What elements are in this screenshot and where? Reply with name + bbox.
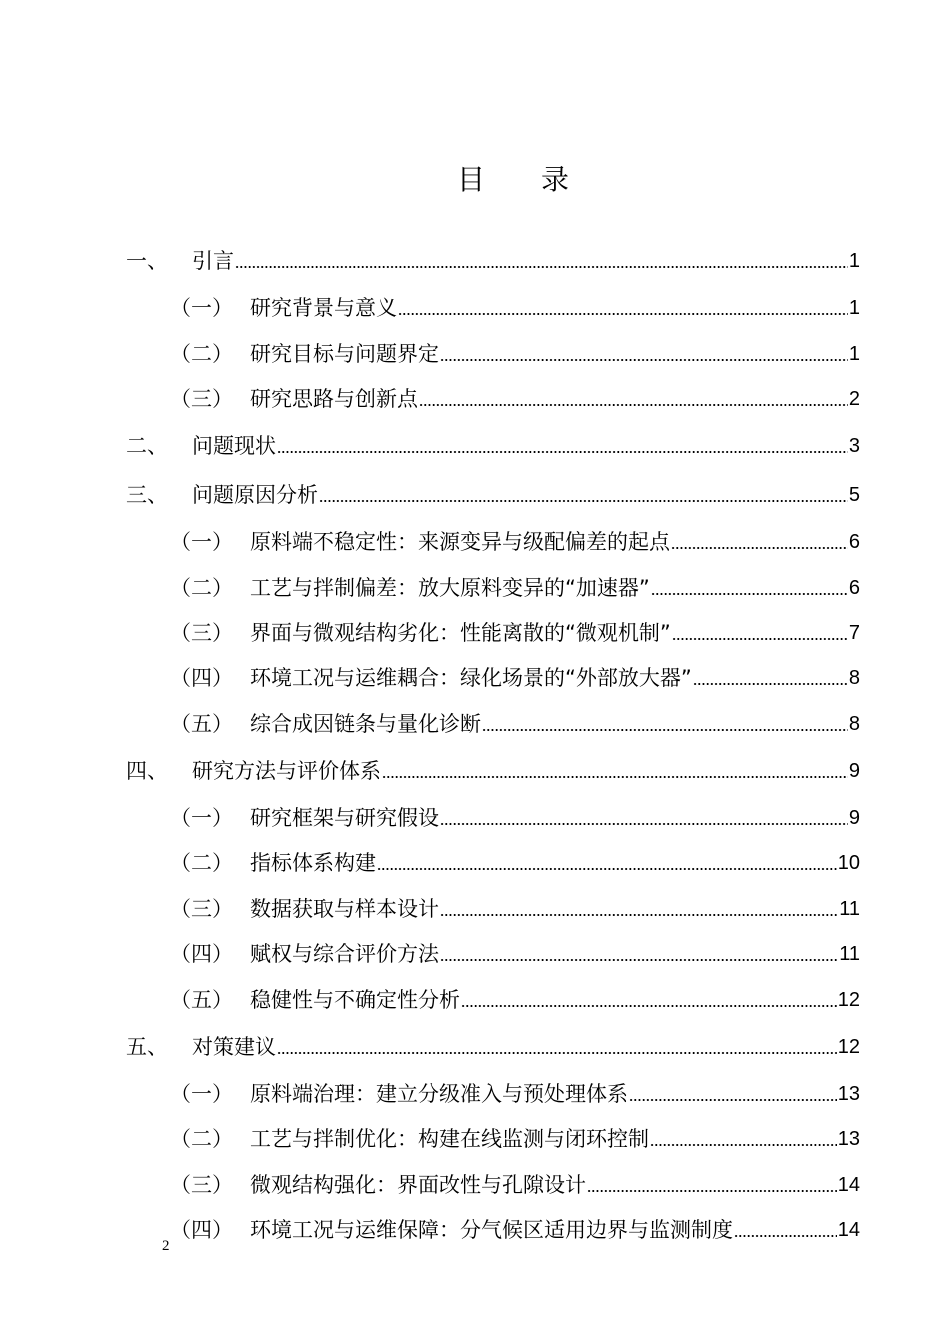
toc-entry-page: 1 [848,250,860,272]
toc-entry[interactable] [0,569,950,603]
toc-entry-number: （三） [170,621,233,645]
toc-entry-page: 1 [848,297,860,319]
toc-dot-leader [587,1170,837,1200]
toc-entry[interactable] [0,799,950,833]
page-number: 2 [162,1238,170,1254]
toc-dot-leader [419,384,848,414]
toc-entry-title: 环境工况与运维保障：分气候区适用边界与监测制度 [250,1218,733,1242]
toc-entry-title: 指标体系构建 [250,851,376,875]
toc-dot-leader [672,618,848,648]
toc-dot-leader [277,431,848,461]
toc-dot-leader [651,573,848,603]
toc-entry-number: 三、 [126,483,168,507]
toc-entry-number: （四） [170,1218,233,1242]
toc-entry-number: 四、 [126,759,168,783]
toc-entry[interactable] [0,752,950,786]
toc-entry[interactable] [0,427,950,461]
toc-entry-number: 二、 [126,434,168,458]
toc-entry-number: （二） [170,342,233,366]
toc-entry-number: （一） [170,1082,233,1106]
toc-dot-leader [629,1079,837,1109]
toc-entry-title: 问题现状 [192,434,276,458]
toc-entry-title: 对策建议 [192,1035,276,1059]
toc-dot-leader [693,663,848,693]
toc-entry[interactable] [0,981,950,1015]
toc-dot-leader [440,894,838,924]
toc-entry[interactable] [0,476,950,510]
toc-entry-title: 引言 [192,249,234,273]
toc-entry-page: 14 [837,1174,860,1196]
toc-entry-title: 综合成因链条与量化诊断 [250,712,481,736]
toc-entry-page: 14 [837,1219,860,1241]
toc-title-part1: 目 [456,163,485,196]
toc-entry-page: 1 [848,343,860,365]
toc-dot-leader [440,803,848,833]
toc-entry-title: 工艺与拌制偏差：放大原料变异的“加速器” [250,576,650,600]
toc-entry-title: 研究目标与问题界定 [250,342,439,366]
toc-dot-leader [398,293,848,323]
toc-entry-number: （二） [170,1127,233,1151]
toc-entry[interactable] [0,1075,950,1109]
toc-entry[interactable] [0,1028,950,1062]
toc-entry[interactable] [0,844,950,878]
toc-entry-page: 5 [848,484,860,506]
toc-entry[interactable] [0,705,950,739]
toc-entry-page: 7 [848,622,860,644]
toc-entry[interactable] [0,523,950,557]
toc-entry-title: 赋权与综合评价方法 [250,942,439,966]
toc-entry-number: （四） [170,942,233,966]
toc-entry[interactable] [0,289,950,323]
toc-entry[interactable] [0,1166,950,1200]
toc-dot-leader [671,527,848,557]
toc-entry-page: 8 [848,667,860,689]
toc-entry-title: 稳健性与不确定性分析 [250,988,460,1012]
toc-entry[interactable] [0,335,950,369]
toc-entry-title: 工艺与拌制优化：构建在线监测与闭环控制 [250,1127,649,1151]
toc-entry[interactable] [0,614,950,648]
toc-entry-number: （三） [170,897,233,921]
toc-entry-page: 8 [848,713,860,735]
toc-entry[interactable] [0,935,950,969]
toc-dot-leader [482,709,848,739]
toc-entry-page: 3 [848,435,860,457]
toc-entry-number: （五） [170,988,233,1012]
toc-entry-number: （三） [170,1173,233,1197]
toc-entry-page: 10 [837,852,860,874]
toc-dot-leader [440,939,838,969]
toc-entry-title: 环境工况与运维耦合：绿化场景的“外部放大器” [250,666,692,690]
toc-entry-page: 2 [848,388,860,410]
toc-dot-leader [235,246,848,276]
toc-entry-page: 11 [839,943,860,965]
toc-entry-number: （三） [170,387,233,411]
toc-entry-page: 13 [837,1083,860,1105]
toc-entry-title: 问题原因分析 [192,483,318,507]
toc-entry-page: 13 [837,1128,860,1150]
toc-entry-number: （二） [170,851,233,875]
toc-dot-leader [461,985,837,1015]
toc-entry-page: 9 [848,760,860,782]
toc-entry-page: 12 [837,989,860,1011]
toc-title [0,158,950,198]
toc-entry[interactable] [0,659,950,693]
toc-entry-number: （一） [170,806,233,830]
toc-entry-title: 界面与微观结构劣化：性能离散的“微观机制” [250,621,671,645]
toc-entry-page: 12 [837,1036,860,1058]
toc-entry-page: 11 [839,898,860,920]
toc-entry-number: 五、 [126,1035,168,1059]
toc-entry-number: （五） [170,712,233,736]
toc-entry-title: 微观结构强化：界面改性与孔隙设计 [250,1173,586,1197]
toc-entry[interactable] [0,380,950,414]
toc-entry-title: 数据获取与样本设计 [250,897,439,921]
toc-dot-leader [382,756,848,786]
toc-entry-number: （二） [170,576,233,600]
toc-entry-title: 研究框架与研究假设 [250,806,439,830]
toc-dot-leader [377,848,837,878]
toc-dot-leader [277,1032,837,1062]
toc-entry-number: 一、 [126,249,168,273]
toc-entry-page: 9 [848,807,860,829]
toc-dot-leader [734,1215,837,1245]
toc-dot-leader [440,339,848,369]
toc-entry-number: （四） [170,666,233,690]
toc-entry-title: 原料端治理：建立分级准入与预处理体系 [250,1082,628,1106]
toc-entry-page: 6 [848,531,860,553]
toc-dot-leader [650,1124,837,1154]
toc-entry-title: 研究方法与评价体系 [192,759,381,783]
toc-entry-number: （一） [170,296,233,320]
toc-entry[interactable] [0,890,950,924]
toc-entry-title: 原料端不稳定性：来源变异与级配偏差的起点 [250,530,670,554]
toc-entry[interactable] [0,242,950,276]
toc-dot-leader [319,480,848,510]
toc-entry-title: 研究背景与意义 [250,296,397,320]
toc-entry-number: （一） [170,530,233,554]
toc-title-part2: 录 [541,163,570,196]
toc-entry[interactable] [0,1120,950,1154]
toc-entry-page: 6 [848,577,860,599]
toc-entry[interactable] [0,1211,950,1245]
toc-entry-title: 研究思路与创新点 [250,387,418,411]
